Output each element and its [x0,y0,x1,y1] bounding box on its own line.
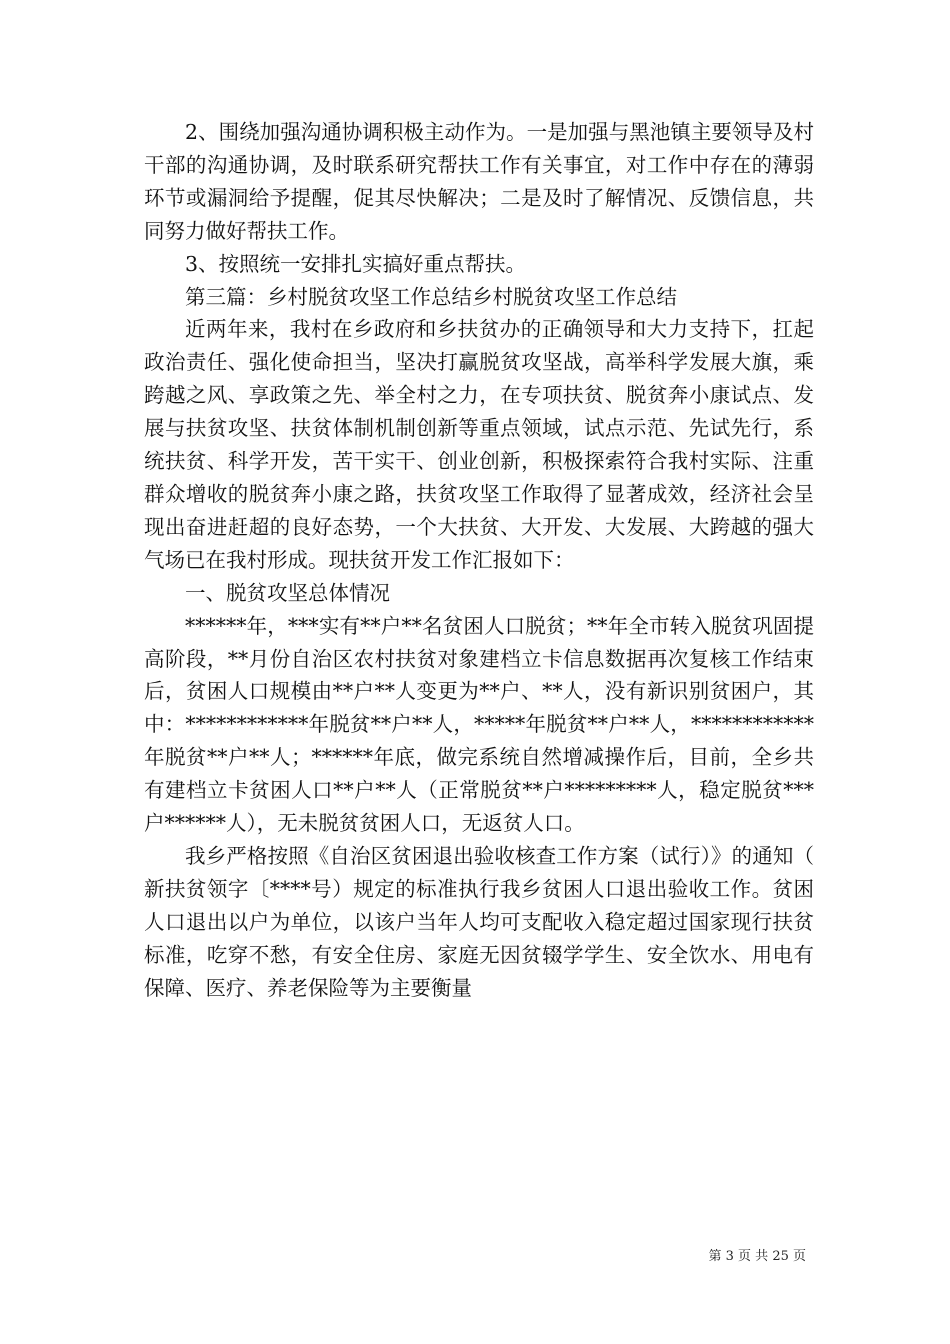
paragraph-statistics: ******年，***实有**户**名贫困人口脱贫；**年全市转入脱贫巩固提高阶段，**月份自治区农村扶贫对象建档立卡信息数据再次复核工作结束后，贫困人口规模由**户**人变更为**户、**人，没有新识别贫困户，其中：************年脱贫**户**人，*****年脱贫**户**人，************年脱贫**户**人；******年底，做完系统自然增减操作后，目前，全乡共有建档立卡贫困人口**户**人（正常脱贫**户*********人，稳定脱贫***户******人），无未脱贫贫困人口，无返贫人口。 [144,613,814,836]
paragraph-introduction: 近两年来，我村在乡政府和乡扶贫办的正确领导和大力支持下，扛起政治责任、强化使命担当，坚决打赢脱贫攻坚战，高举科学发展大旗，乘跨越之风、享政策之先、举全村之力，在专项扶贫、脱贫奔小康试点、发展与扶贫攻坚、扶贫体制机制创新等重点领域，试点示范、先试先行，系统扶贫、科学开发，苦干实干、创业创新，积极探索符合我村实际、注重群众增收的脱贫奔小康之路，扶贫攻坚工作取得了显著成效，经济社会呈现出奋进赶超的良好态势，一个大扶贫、大开发、大发展、大跨越的强大气场已在我村形成。现扶贫开发工作汇报如下： [144,317,814,572]
paragraph-communication: 2、围绕加强沟通协调积极主动作为。一是加强与黑池镇主要领导及村干部的沟通协调，及时联系研究帮扶工作有关事宜，对工作中存在的薄弱环节或漏洞给予提醒，促其尽快解决；二是及时了解情况、反馈信息，共同努力做好帮扶工作。 [144,120,814,243]
section-heading-part-three: 第三篇：乡村脱贫攻坚工作总结乡村脱贫攻坚工作总结 [185,284,677,309]
document-body [144,116,814,1004]
section-heading-overall: 一、脱贫攻坚总体情况 [185,580,390,605]
paragraph-exit-criteria: 我乡严格按照《自治区贫困退出验收核查工作方案（试行）》的通知（新扶贫领字〔****号）规定的标准执行我乡贫困人口退出验收工作。贫困人口退出以户为单位，以该户当年人均可支配收入稳定超过国家现行扶贫标准，吃穿不愁，有安全住房、家庭无因贫辍学学生、安全饮水、用电有保障、医疗、养老保险等为主要衡量 [144,843,814,1000]
page-number-footer: 第 3 页 共 25 页 [708,1249,806,1264]
paragraph-key-assistance: 3、按照统一安排扎实搞好重点帮扶。 [185,251,527,276]
